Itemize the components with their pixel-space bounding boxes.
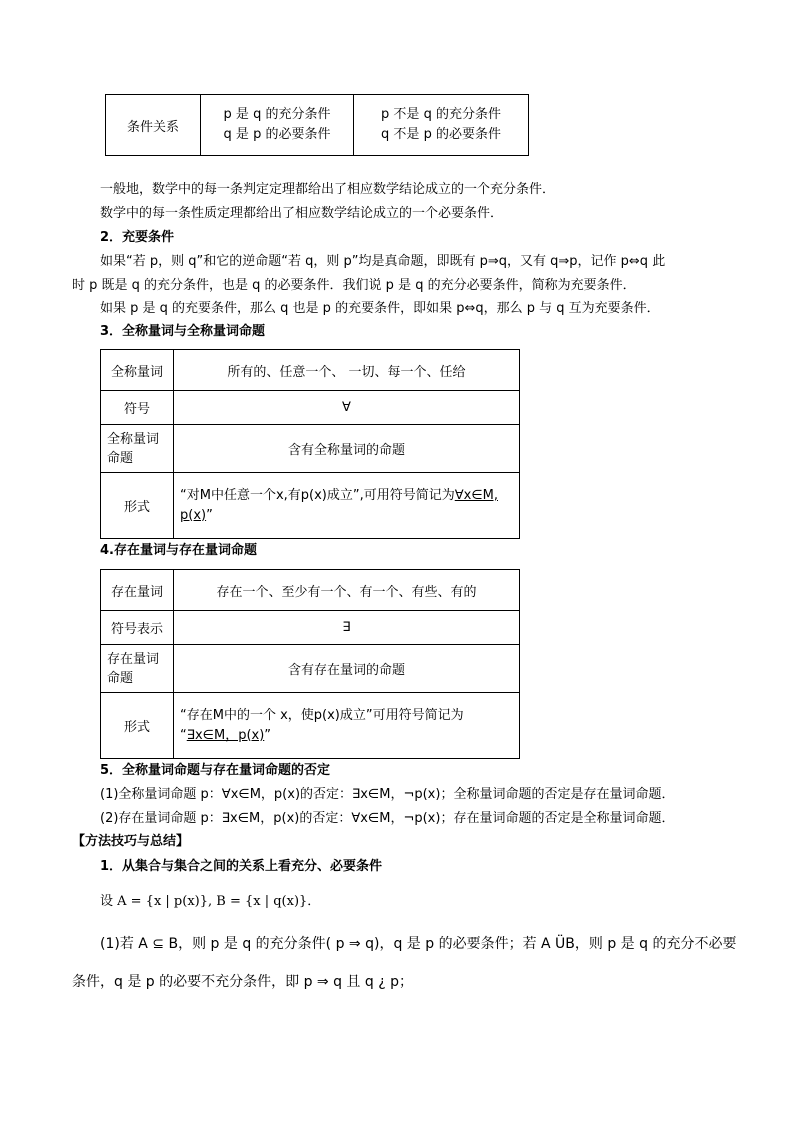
- row-label-line: 命题: [107, 670, 134, 686]
- row-label: [101, 425, 174, 473]
- section-heading: 1．从集合与集合之间的关系上看充分、必要条件: [100, 859, 383, 874]
- row-label: 全称量词: [101, 350, 174, 391]
- row-value: 所有的、任意一个、 一切、每一个、任给: [174, 350, 520, 391]
- sufficient-cell: [201, 95, 354, 156]
- paragraph-line: (1)全称量词命题 p：∀x∈M，p(x)的否定：∃x∈M，¬p(x)；全称量词命题的否定是存在量词命题．: [100, 787, 675, 802]
- form-symbol: p(x): [180, 507, 207, 523]
- paragraph-line: 如果“若 p，则 q”和它的逆命题“若 q，则 p”均是真命题，即既有 p⇒q，又有 q⇒p，记作 p⇔q 此: [100, 254, 666, 269]
- form-text: “: [180, 727, 187, 743]
- form-cell: [174, 473, 520, 539]
- form-text: “存在M中的一个 x，使p(x)成立”可用符号简记为: [180, 707, 464, 723]
- not-sufficient-cell: [354, 95, 529, 156]
- row-value: 含有存在量词的命题: [174, 645, 520, 693]
- paragraph-line: 数学中的每一条性质定理都给出了相应数学结论成立的一个必要条件．: [100, 206, 504, 221]
- paragraph-line: (1)若 A ⊆ B，则 p 是 q 的充分条件( p ⇒ q)，q 是 p 的必要条件；若 A ÜB，则 p 是 q 的充分不必要: [100, 936, 737, 952]
- row-value: 含有全称量词的命题: [174, 425, 520, 473]
- paragraph-line: 如果 p 是 q 的充要条件，那么 q 也是 p 的充要条件，即如果 p⇔q，那么 p 与 q 互为充要条件．: [100, 301, 660, 316]
- sufficient-line-1: p 是 q 的充分条件: [223, 107, 331, 122]
- condition-table: [105, 94, 529, 156]
- form-symbol: ∃x∈M，p(x): [186, 727, 265, 743]
- set-definition: 设 A = {x | p(x)}, B = {x | q(x)}．: [100, 894, 321, 909]
- row-label-line: 命题: [107, 450, 134, 466]
- row-value: 存在一个、至少有一个、有一个、有些、有的: [174, 570, 520, 611]
- not-sufficient-line-2: q 不是 p 的必要条件: [381, 127, 501, 142]
- section-heading: 2．充要条件: [100, 230, 175, 245]
- row-label-line: 存在量词: [107, 651, 160, 667]
- row-label-line: 全称量词: [107, 431, 160, 447]
- row-label: 形式: [101, 473, 174, 539]
- condition-label: 条件关系: [106, 95, 201, 156]
- section-heading: 4.存在量词与存在量词命题: [100, 543, 257, 558]
- paragraph-line: 条件，q 是 p 的必要不充分条件，即 p ⇒ q 且 q ¿ p；: [72, 974, 413, 990]
- paragraph-line: (2)存在量词命题 p：∃x∈M，p(x)的否定：∀x∈M，¬p(x)；存在量词命题的否定是全称量词命题．: [100, 811, 675, 826]
- sufficient-line-2: q 是 p 的必要条件: [223, 127, 331, 142]
- paragraph-line: 一般地，数学中的每一条判定定理都给出了相应数学结论成立的一个充分条件．: [100, 182, 556, 197]
- section-heading: 3．全称量词与全称量词命题: [100, 324, 266, 339]
- row-label: 存在量词: [101, 570, 174, 611]
- existential-symbol: ∃: [174, 611, 520, 645]
- form-symbol: ∀x∈M,: [454, 487, 498, 503]
- row-label: 符号表示: [101, 611, 174, 645]
- section-heading: 5．全称量词命题与存在量词命题的否定: [100, 763, 331, 778]
- methods-heading: 【方法技巧与总结】: [72, 834, 190, 849]
- row-label: 形式: [101, 693, 174, 759]
- form-text: “对M中任意一个x,有p(x)成立”,可用符号简记为: [180, 487, 455, 503]
- row-label: [101, 645, 174, 693]
- row-label: 符号: [101, 391, 174, 425]
- existential-quantifier-table: [100, 569, 520, 759]
- universal-symbol: ∀: [174, 391, 520, 425]
- form-text: ”: [264, 727, 272, 743]
- not-sufficient-line-1: p 不是 q 的充分条件: [381, 107, 501, 122]
- form-text: ”: [206, 507, 213, 523]
- form-cell: [174, 693, 520, 759]
- universal-quantifier-table: [100, 349, 520, 539]
- paragraph-line: 时 p 既是 q 的充分条件，也是 q 的必要条件．我们说 p 是 q 的充分必要条件，简称为充要条件．: [72, 278, 636, 293]
